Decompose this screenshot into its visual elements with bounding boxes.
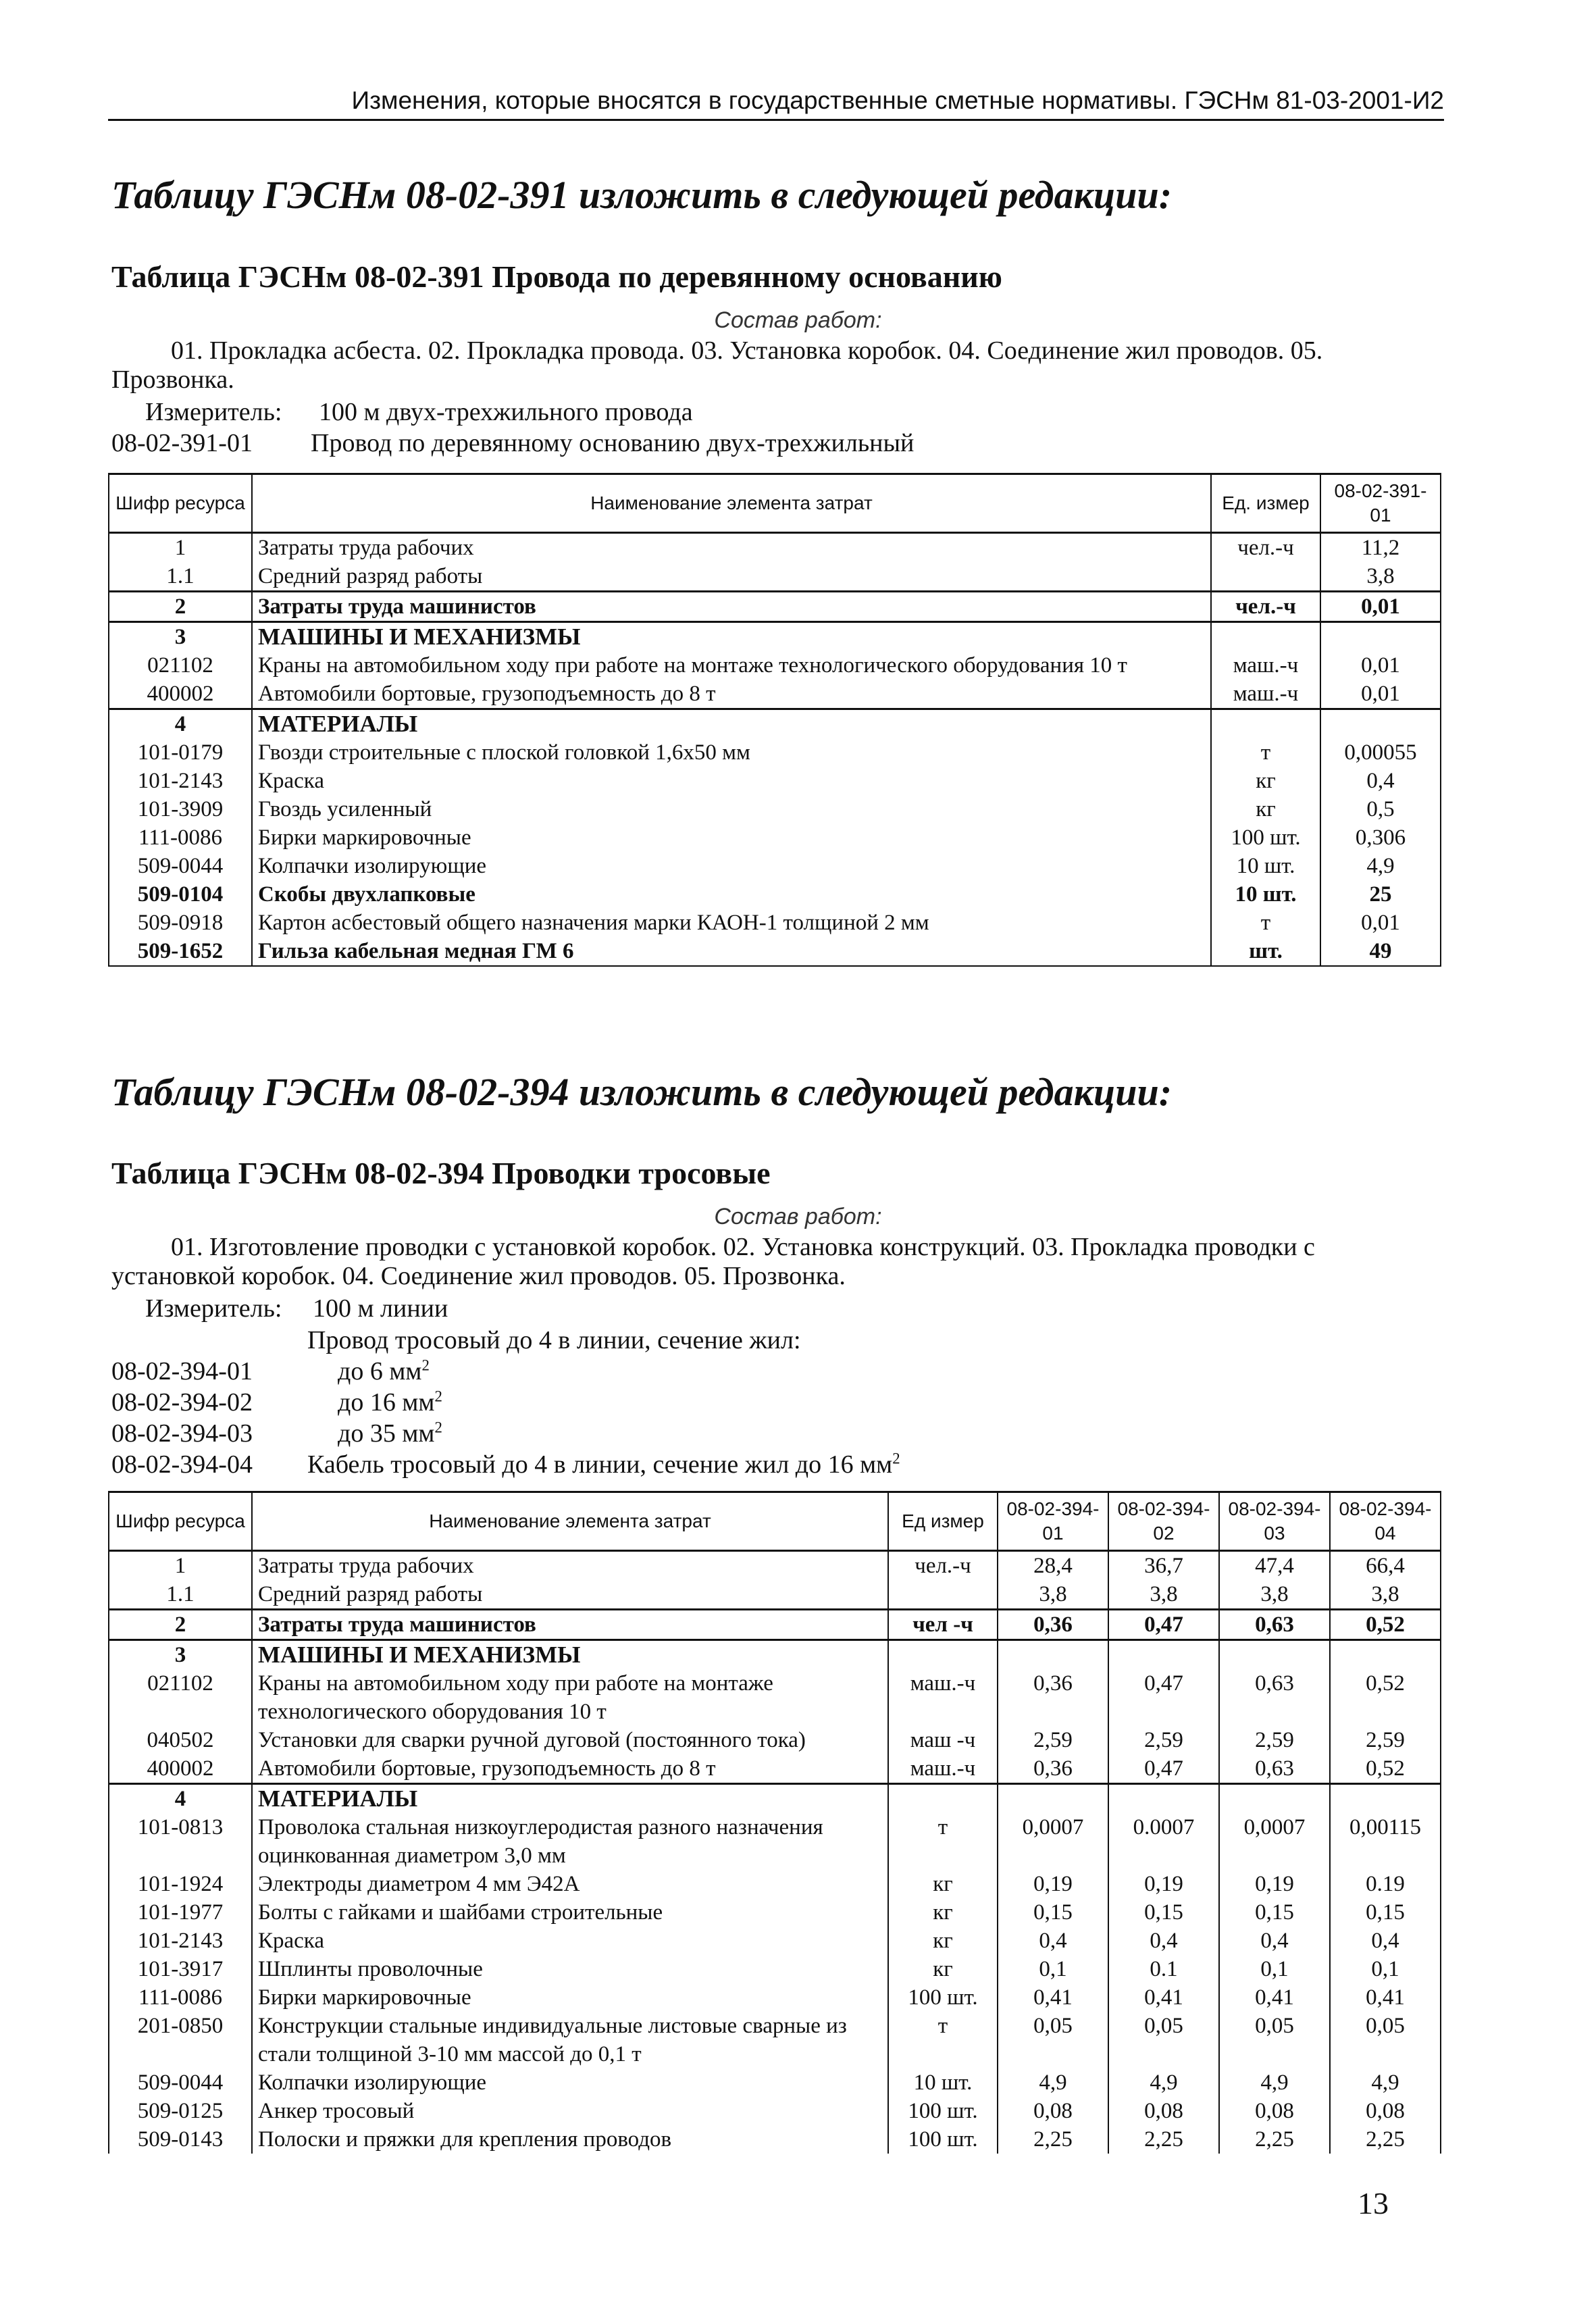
resource-unit: кг	[888, 1955, 998, 1983]
column-header: Шифр ресурса	[109, 474, 252, 533]
table-row	[109, 1927, 1441, 1955]
resource-name: Гвозди строительные с плоской головкой 1,6х50 мм	[252, 738, 1211, 767]
norm-value	[1108, 1640, 1219, 1670]
resource-unit: кг	[888, 1927, 998, 1955]
item-text-main: до 16 мм	[338, 1388, 435, 1417]
column-header: Наименование элемента затрат	[252, 474, 1211, 533]
norm-value: 0,52	[1330, 1754, 1441, 1784]
norm-value: 2,59	[1108, 1726, 1219, 1754]
resource-code: 101-1924	[109, 1870, 252, 1898]
resource-code: 021102	[109, 1669, 252, 1726]
table-row	[109, 2125, 1441, 2154]
column-header: Ед измер	[888, 1492, 998, 1551]
norm-value	[1330, 1640, 1441, 1670]
section2-item-code: 08-02-394-03	[111, 1419, 253, 1448]
section2-sostav-text: 01. Изготовление проводки с установкой коробок. 02. Установка конструкций. 03. Прокладка проводки с установкой коробок. 04. Соединение жил проводов. 05. Прозвонка.	[111, 1233, 1315, 1290]
resource-unit: 100 шт.	[888, 1983, 998, 2012]
table-row	[109, 2097, 1441, 2125]
norm-value	[1219, 1640, 1330, 1670]
resource-name: Скобы двухлапковые	[252, 880, 1211, 909]
resource-code: 509-0125	[109, 2097, 252, 2125]
resource-unit	[888, 1640, 998, 1670]
table-row	[109, 1870, 1441, 1898]
resource-code: 509-0918	[109, 909, 252, 937]
norm-value: 0,63	[1219, 1754, 1330, 1784]
norm-value: 3,8	[1219, 1580, 1330, 1610]
table-row	[109, 1813, 1441, 1870]
resource-code: 101-1977	[109, 1898, 252, 1927]
section2-izmeritel-label: Измеритель:	[145, 1294, 282, 1323]
resource-code: 509-0104	[109, 880, 252, 909]
norm-value: 0,08	[1219, 2097, 1330, 2125]
norm-value: 0,36	[998, 1754, 1108, 1784]
norm-value: 0,01	[1320, 592, 1441, 622]
norm-value: 0,0007	[1219, 1813, 1330, 1870]
norm-value: 0,19	[1108, 1870, 1219, 1898]
norm-value: 4,9	[1320, 852, 1441, 880]
resource-unit	[888, 1580, 998, 1610]
resource-code: 021102	[109, 651, 252, 680]
table-row	[109, 1784, 1441, 1814]
norm-value: 0,19	[1219, 1870, 1330, 1898]
norm-value: 0.1	[1108, 1955, 1219, 1983]
resource-name: Колпачки изолирующие	[252, 852, 1211, 880]
resource-unit: 10 шт.	[1211, 852, 1320, 880]
resource-name: Автомобили бортовые, грузоподъемность до 8 т	[252, 680, 1211, 709]
resource-name: Затраты труда рабочих	[252, 1551, 888, 1581]
resource-code: 101-3909	[109, 795, 252, 823]
table-row	[109, 651, 1441, 680]
section2-item-code: 08-02-394-01	[111, 1357, 253, 1386]
table-row	[109, 680, 1441, 709]
table-row	[109, 562, 1441, 592]
table-header-row	[109, 474, 1441, 533]
column-header: Наименование элемента затрат	[252, 1492, 888, 1551]
norm-value: 0,1	[1330, 1955, 1441, 1983]
resource-name: МАТЕРИАЛЫ	[252, 709, 1211, 739]
resource-name: МАШИНЫ И МЕХАНИЗМЫ	[252, 622, 1211, 652]
norm-value: 0,01	[1320, 651, 1441, 680]
section1-izmeritel-value: 100 м двух-трехжильного провода	[319, 398, 693, 426]
resource-unit: 10 шт.	[1211, 880, 1320, 909]
norm-value: 0.19	[1330, 1870, 1441, 1898]
norm-value	[998, 1640, 1108, 1670]
resource-unit	[888, 1784, 998, 1814]
column-header: Ед. измер	[1211, 474, 1320, 533]
norm-value: 0,08	[1108, 2097, 1219, 2125]
norm-value: 0,00055	[1320, 738, 1441, 767]
resource-code: 509-0044	[109, 852, 252, 880]
resource-name: Бирки маркировочные	[252, 1983, 888, 2012]
norm-value: 0,52	[1330, 1669, 1441, 1726]
resource-name: Болты с гайками и шайбами строительные	[252, 1898, 888, 1927]
norm-value: 36,7	[1108, 1551, 1219, 1581]
resource-name: Электроды диаметром 4 мм Э42А	[252, 1870, 888, 1898]
norm-value: 0,15	[1330, 1898, 1441, 1927]
resource-code: 4	[109, 1784, 252, 1814]
item-text-superscript: 2	[434, 1419, 442, 1436]
resource-unit: маш.-ч	[1211, 651, 1320, 680]
section1-item-text: Провод по деревянному основанию двух-трехжильный	[311, 429, 915, 457]
resource-unit: 100 шт.	[888, 2097, 998, 2125]
resource-name: Краска	[252, 767, 1211, 795]
norm-value: 0,15	[998, 1898, 1108, 1927]
norm-value: 0,52	[1330, 1610, 1441, 1640]
resource-name: МАШИНЫ И МЕХАНИЗМЫ	[252, 1640, 888, 1670]
resource-unit: шт.	[1211, 937, 1320, 966]
resource-name: Шплинты проволочные	[252, 1955, 888, 1983]
norm-value	[1320, 709, 1441, 739]
norm-value: 0,41	[1330, 1983, 1441, 2012]
norm-value: 0,0007	[998, 1813, 1108, 1870]
norm-value: 0,00115	[1330, 1813, 1441, 1870]
resource-code: 1	[109, 533, 252, 563]
section1-table-title: Таблица ГЭСНм 08-02-391 Провода по деревянному основанию	[111, 259, 1002, 294]
resource-name: Конструкции стальные индивидуальные листовые сварные из стали толщиной 3-10 мм массой до 0,1 т	[252, 2012, 888, 2068]
column-header: 08-02-394-03	[1219, 1492, 1330, 1551]
table-row	[109, 738, 1441, 767]
table-row	[109, 1580, 1441, 1610]
table-row	[109, 1754, 1441, 1784]
table-row	[109, 622, 1441, 652]
column-header: 08-02-391-01	[1320, 474, 1441, 533]
table-row	[109, 1983, 1441, 2012]
section2-item-text	[307, 1450, 900, 1479]
item-text-main: Кабель тросовый до 4 в линии, сечение жил до 16 мм	[307, 1450, 893, 1479]
table-row	[109, 533, 1441, 563]
resource-name: МАТЕРИАЛЫ	[252, 1784, 888, 1814]
norm-value: 28,4	[998, 1551, 1108, 1581]
norm-value: 3,8	[998, 1580, 1108, 1610]
table-row	[109, 767, 1441, 795]
norm-value: 0,1	[1219, 1955, 1330, 1983]
resource-name: Средний разряд работы	[252, 562, 1211, 592]
resource-code: 040502	[109, 1726, 252, 1754]
norm-value: 0,36	[998, 1610, 1108, 1640]
resource-unit: маш.-ч	[888, 1754, 998, 1784]
norm-value: 3,8	[1330, 1580, 1441, 1610]
resource-code: 509-0143	[109, 2125, 252, 2154]
norm-value: 2,59	[1330, 1726, 1441, 1754]
norm-value: 2,25	[998, 2125, 1108, 2154]
norm-value: 0,08	[998, 2097, 1108, 2125]
resource-unit	[1211, 622, 1320, 652]
resource-name: Гильза кабельная медная ГМ 6	[252, 937, 1211, 966]
item-text-superscript: 2	[421, 1356, 430, 1374]
column-header: 08-02-394-02	[1108, 1492, 1219, 1551]
norm-value: 0,4	[1330, 1927, 1441, 1955]
resource-unit: маш.-ч	[1211, 680, 1320, 709]
resource-name: Средний разряд работы	[252, 1580, 888, 1610]
norm-value: 0,19	[998, 1870, 1108, 1898]
table-row	[109, 2068, 1441, 2097]
norm-value: 0,05	[998, 2012, 1108, 2068]
resource-code: 3	[109, 622, 252, 652]
resource-name: Краны на автомобильном ходу при работе на монтаже технологического оборудования 10 т	[252, 1669, 888, 1726]
norm-value: 0,05	[1330, 2012, 1441, 2068]
resource-unit: 100 шт.	[1211, 823, 1320, 852]
norm-value: 0,47	[1108, 1754, 1219, 1784]
norm-value: 0,5	[1320, 795, 1441, 823]
norm-value	[1108, 1784, 1219, 1814]
resource-name: Гвоздь усиленный	[252, 795, 1211, 823]
norm-value: 0,47	[1108, 1610, 1219, 1640]
table-row	[109, 1640, 1441, 1670]
norm-value: 0,63	[1219, 1610, 1330, 1640]
norm-value: 0,4	[1219, 1927, 1330, 1955]
resource-name: Установки для сварки ручной дуговой (постоянного тока)	[252, 1726, 888, 1754]
resource-code: 1.1	[109, 1580, 252, 1610]
table-row	[109, 1898, 1441, 1927]
table-row	[109, 795, 1441, 823]
section2-item-code: 08-02-394-04	[111, 1450, 253, 1479]
norm-value: 11,2	[1320, 533, 1441, 563]
resource-name: Затраты труда рабочих	[252, 533, 1211, 563]
norm-value: 0,306	[1320, 823, 1441, 852]
resource-unit: 10 шт.	[888, 2068, 998, 2097]
section2-instruction-title: Таблицу ГЭСНм 08-02-394 изложить в следующей редакции:	[111, 1070, 1173, 1114]
resource-code: 101-2143	[109, 1927, 252, 1955]
section2-group-heading: Провод тросовый до 4 в линии, сечение жил:	[307, 1326, 801, 1354]
norm-value: 0,05	[1219, 2012, 1330, 2068]
section1-instruction-title: Таблицу ГЭСНм 08-02-391 изложить в следующей редакции:	[111, 173, 1173, 217]
section2-item-text	[338, 1388, 442, 1417]
column-header: 08-02-394-01	[998, 1492, 1108, 1551]
section1-norms-table	[108, 473, 1441, 967]
resource-name: Колпачки изолирующие	[252, 2068, 888, 2097]
resource-name: Краны на автомобильном ходу при работе на монтаже технологического оборудования 10 т	[252, 651, 1211, 680]
section2-item-text	[338, 1419, 442, 1448]
table-row	[109, 1551, 1441, 1581]
resource-code: 2	[109, 592, 252, 622]
norm-value: 0,4	[998, 1927, 1108, 1955]
norm-value: 0,01	[1320, 909, 1441, 937]
table-row	[109, 823, 1441, 852]
table-header-row	[109, 1492, 1441, 1551]
table-row	[109, 709, 1441, 739]
resource-code: 101-2143	[109, 767, 252, 795]
norm-value	[1330, 1784, 1441, 1814]
resource-code: 400002	[109, 680, 252, 709]
item-text-main: до 6 мм	[338, 1357, 422, 1386]
norm-value: 0,41	[1108, 1983, 1219, 2012]
column-header: 08-02-394-04	[1330, 1492, 1441, 1551]
resource-name: Полоски и пряжки для крепления проводов	[252, 2125, 888, 2154]
norm-value: 0,63	[1219, 1669, 1330, 1726]
norm-value: 4,9	[1108, 2068, 1219, 2097]
resource-unit: маш.-ч	[888, 1669, 998, 1726]
resource-code: 4	[109, 709, 252, 739]
section1-izmeritel-label: Измеритель:	[145, 398, 282, 426]
resource-unit: кг	[1211, 795, 1320, 823]
resource-code: 509-0044	[109, 2068, 252, 2097]
norm-value: 0,4	[1108, 1927, 1219, 1955]
norm-value: 3,8	[1320, 562, 1441, 592]
column-header: Шифр ресурса	[109, 1492, 252, 1551]
norm-value: 0,05	[1108, 2012, 1219, 2068]
norm-value: 0,08	[1330, 2097, 1441, 2125]
table-row	[109, 909, 1441, 937]
norm-value: 0,01	[1320, 680, 1441, 709]
resource-unit	[1211, 709, 1320, 739]
item-text-main: до 35 мм	[338, 1419, 435, 1448]
resource-unit: 100 шт.	[888, 2125, 998, 2154]
resource-unit: кг	[888, 1898, 998, 1927]
norm-value: 47,4	[1219, 1551, 1330, 1581]
norm-value: 0,1	[998, 1955, 1108, 1983]
section2-table-title: Таблица ГЭСНм 08-02-394 Проводки тросовые	[111, 1156, 771, 1190]
section2-sostav-label: Состав работ:	[714, 1204, 882, 1229]
resource-code: 101-3917	[109, 1955, 252, 1983]
norm-value: 0,41	[1219, 1983, 1330, 2012]
norm-value: 0,41	[998, 1983, 1108, 2012]
norm-value: 0.0007	[1108, 1813, 1219, 1870]
item-text-superscript: 2	[434, 1388, 442, 1405]
resource-name: Бирки маркировочные	[252, 823, 1211, 852]
norm-value: 66,4	[1330, 1551, 1441, 1581]
norm-value: 49	[1320, 937, 1441, 966]
norm-value	[1320, 622, 1441, 652]
resource-code: 201-0850	[109, 2012, 252, 2068]
page-number: 13	[1358, 2186, 1389, 2220]
section1-item-code: 08-02-391-01	[111, 429, 253, 457]
resource-code: 101-0813	[109, 1813, 252, 1870]
resource-code: 111-0086	[109, 1983, 252, 2012]
resource-unit: чел -ч	[888, 1610, 998, 1640]
resource-unit: т	[888, 1813, 998, 1870]
norm-value: 2,25	[1108, 2125, 1219, 2154]
resource-code: 111-0086	[109, 823, 252, 852]
resource-code: 1	[109, 1551, 252, 1581]
resource-unit: кг	[1211, 767, 1320, 795]
norm-value: 4,9	[998, 2068, 1108, 2097]
norm-value: 0,36	[998, 1669, 1108, 1726]
resource-unit: т	[1211, 738, 1320, 767]
resource-name: Краска	[252, 1927, 888, 1955]
section2-item-code: 08-02-394-02	[111, 1388, 253, 1417]
resource-name: Затраты труда машинистов	[252, 592, 1211, 622]
norm-value: 4,9	[1219, 2068, 1330, 2097]
resource-code: 1.1	[109, 562, 252, 592]
table-row	[109, 852, 1441, 880]
norm-value: 2,25	[1219, 2125, 1330, 2154]
table-row	[109, 592, 1441, 622]
table-row	[109, 937, 1441, 966]
norm-value	[998, 1784, 1108, 1814]
table-row	[109, 880, 1441, 909]
table-row	[109, 2012, 1441, 2068]
table-row	[109, 1726, 1441, 1754]
section1-sostav-label: Состав работ:	[714, 307, 882, 333]
norm-value: 0,4	[1320, 767, 1441, 795]
norm-value: 0,15	[1108, 1898, 1219, 1927]
section2-norms-table	[108, 1491, 1441, 2154]
norm-value: 2,59	[998, 1726, 1108, 1754]
norm-value: 3,8	[1108, 1580, 1219, 1610]
resource-unit: кг	[888, 1870, 998, 1898]
running-header: Изменения, которые вносятся в государственные сметные нормативы. ГЭСНм 81-03-2001-И2	[108, 86, 1444, 121]
resource-unit: чел.-ч	[1211, 533, 1320, 563]
resource-code: 509-1652	[109, 937, 252, 966]
section2-izmeritel-value: 100 м линии	[313, 1294, 448, 1323]
norm-value: 0,15	[1219, 1898, 1330, 1927]
resource-name: Автомобили бортовые, грузоподъемность до 8 т	[252, 1754, 888, 1784]
resource-unit: маш -ч	[888, 1726, 998, 1754]
norm-value	[1219, 1784, 1330, 1814]
norm-value: 2,25	[1330, 2125, 1441, 2154]
resource-code: 101-0179	[109, 738, 252, 767]
norm-value: 4,9	[1330, 2068, 1441, 2097]
norm-value: 25	[1320, 880, 1441, 909]
resource-unit: т	[888, 2012, 998, 2068]
resource-code: 2	[109, 1610, 252, 1640]
section1-sostav-text: 01. Прокладка асбеста. 02. Прокладка провода. 03. Установка коробок. 04. Соединение жил проводов. 05. Прозвонка.	[111, 336, 1323, 394]
resource-unit: т	[1211, 909, 1320, 937]
resource-unit: чел.-ч	[1211, 592, 1320, 622]
norm-value: 0,47	[1108, 1669, 1219, 1726]
resource-name: Затраты труда машинистов	[252, 1610, 888, 1640]
resource-code: 3	[109, 1640, 252, 1670]
resource-unit: чел.-ч	[888, 1551, 998, 1581]
section2-item-text	[338, 1356, 430, 1386]
resource-name: Проволока стальная низкоуглеродистая разного назначения оцинкованная диаметром 3,0 мм	[252, 1813, 888, 1870]
resource-name: Картон асбестовый общего назначения марки КАОН-1 толщиной 2 мм	[252, 909, 1211, 937]
table-row	[109, 1669, 1441, 1726]
resource-unit	[1211, 562, 1320, 592]
norm-value: 2,59	[1219, 1726, 1330, 1754]
table-row	[109, 1955, 1441, 1983]
item-text-superscript: 2	[892, 1450, 900, 1467]
resource-code: 400002	[109, 1754, 252, 1784]
resource-name: Анкер тросовый	[252, 2097, 888, 2125]
table-row	[109, 1610, 1441, 1640]
